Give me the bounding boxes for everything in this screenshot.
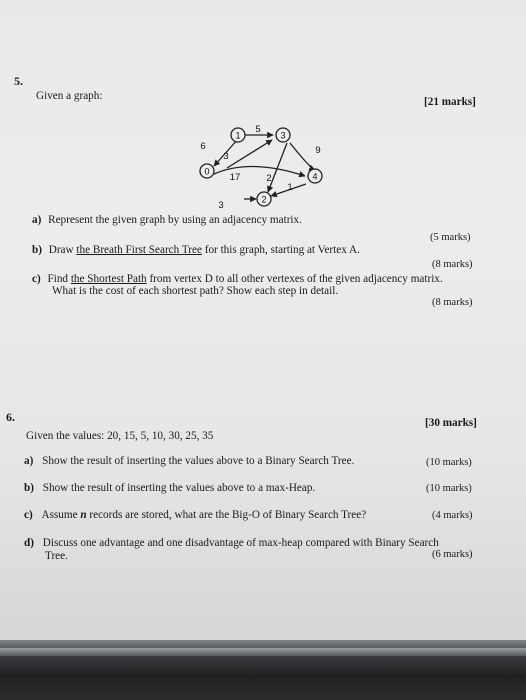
- laptop-bezel-edge: [0, 648, 526, 656]
- graph-node-3-label: 3: [280, 130, 286, 141]
- q6-part-d-letter: d): [24, 537, 34, 549]
- q6-part-c-letter: c): [24, 509, 33, 521]
- q6-part-a-text: Show the result of inserting the values above to a Binary Search Tree.: [42, 455, 355, 467]
- q6-part-c-text-after: records are stored, what are the Big-O of Binary Search Tree?: [86, 509, 367, 521]
- question-6-marks: [30 marks]: [425, 417, 477, 429]
- q5-part-b: [32, 244, 360, 256]
- q5-part-a-text: Represent the given graph by using an adjacency matrix.: [48, 214, 302, 226]
- q5-part-b-letter: b): [32, 244, 42, 256]
- q6-part-a: [24, 455, 354, 467]
- edge-3-4: [290, 143, 315, 170]
- q6-part-c: [24, 509, 366, 521]
- q5-part-a-letter: a): [32, 214, 42, 226]
- q6-part-d-text: Discuss one advantage and one disadvantage of max-heap compared with Binary Search: [42, 537, 439, 549]
- question-5-number: 5.: [14, 74, 23, 88]
- q5-part-c-text-after: from vertex D to all other vertexes of the given adjacency matrix.: [146, 273, 443, 285]
- q6-part-b-text: Show the result of inserting the values above to a max-Heap.: [42, 482, 316, 494]
- graph-node-0-label: 0: [204, 166, 210, 177]
- graph-node-4-label: 4: [312, 171, 318, 182]
- q6-part-a-letter: a): [24, 455, 34, 467]
- edge-weight-17: 17: [229, 172, 241, 183]
- edge-weight-6: 6: [200, 141, 206, 152]
- graph-node-2-label: 2: [261, 194, 267, 205]
- q5-part-b-text-before: Draw: [48, 244, 77, 256]
- edge-weight-9: 9: [315, 145, 321, 156]
- q6-part-a-marks: (10 marks): [426, 457, 472, 468]
- q6-part-b: [24, 482, 315, 494]
- q5-part-c-marks: (8 marks): [432, 297, 473, 308]
- graph-node-1-label: 1: [235, 130, 241, 141]
- q5-part-c-text-before: Find: [47, 273, 71, 285]
- q5-part-a: [32, 214, 302, 226]
- graph-diagram: [190, 118, 340, 214]
- q5-part-c-letter: c): [32, 273, 41, 285]
- q6-part-d: [24, 537, 439, 549]
- q5-part-a-marks: (5 marks): [430, 232, 471, 243]
- q6-part-b-letter: b): [24, 482, 34, 494]
- q6-part-d-marks: (6 marks): [432, 549, 473, 560]
- q5-part-c-line2: What is the cost of each shortest path? Show each step in detail.: [52, 285, 339, 297]
- edge-weight-3-lower: 3: [218, 200, 224, 211]
- q6-part-c-text-before: Assume: [41, 509, 81, 521]
- q5-part-b-text-underlined: the Breath First Search Tree: [76, 244, 202, 256]
- q5-part-c: [32, 273, 443, 285]
- question-5-marks: [21 marks]: [424, 96, 476, 108]
- q5-part-b-text-after: for this graph, starting at Vertex A.: [201, 244, 360, 256]
- q6-part-b-marks: (10 marks): [426, 483, 472, 494]
- edge-weight-1: 1: [287, 182, 293, 193]
- q5-part-b-marks: (8 marks): [432, 259, 473, 270]
- q6-part-d-line2: Tree.: [45, 550, 68, 562]
- edge-weight-5: 5: [255, 124, 261, 135]
- edge-weight-2: 2: [266, 173, 272, 184]
- q6-part-c-marks: (4 marks): [432, 510, 473, 521]
- q6-part-c-text-italic: n: [80, 509, 87, 521]
- question-6-number: 6.: [6, 410, 15, 424]
- q5-part-c-text-underlined: the Shortest Path: [70, 273, 147, 285]
- edge-weight-3-upper: 3: [223, 151, 229, 162]
- question-5-intro: Given a graph:: [36, 90, 103, 102]
- question-6-intro: Given the values: 20, 15, 5, 10, 30, 25, 35: [26, 430, 214, 442]
